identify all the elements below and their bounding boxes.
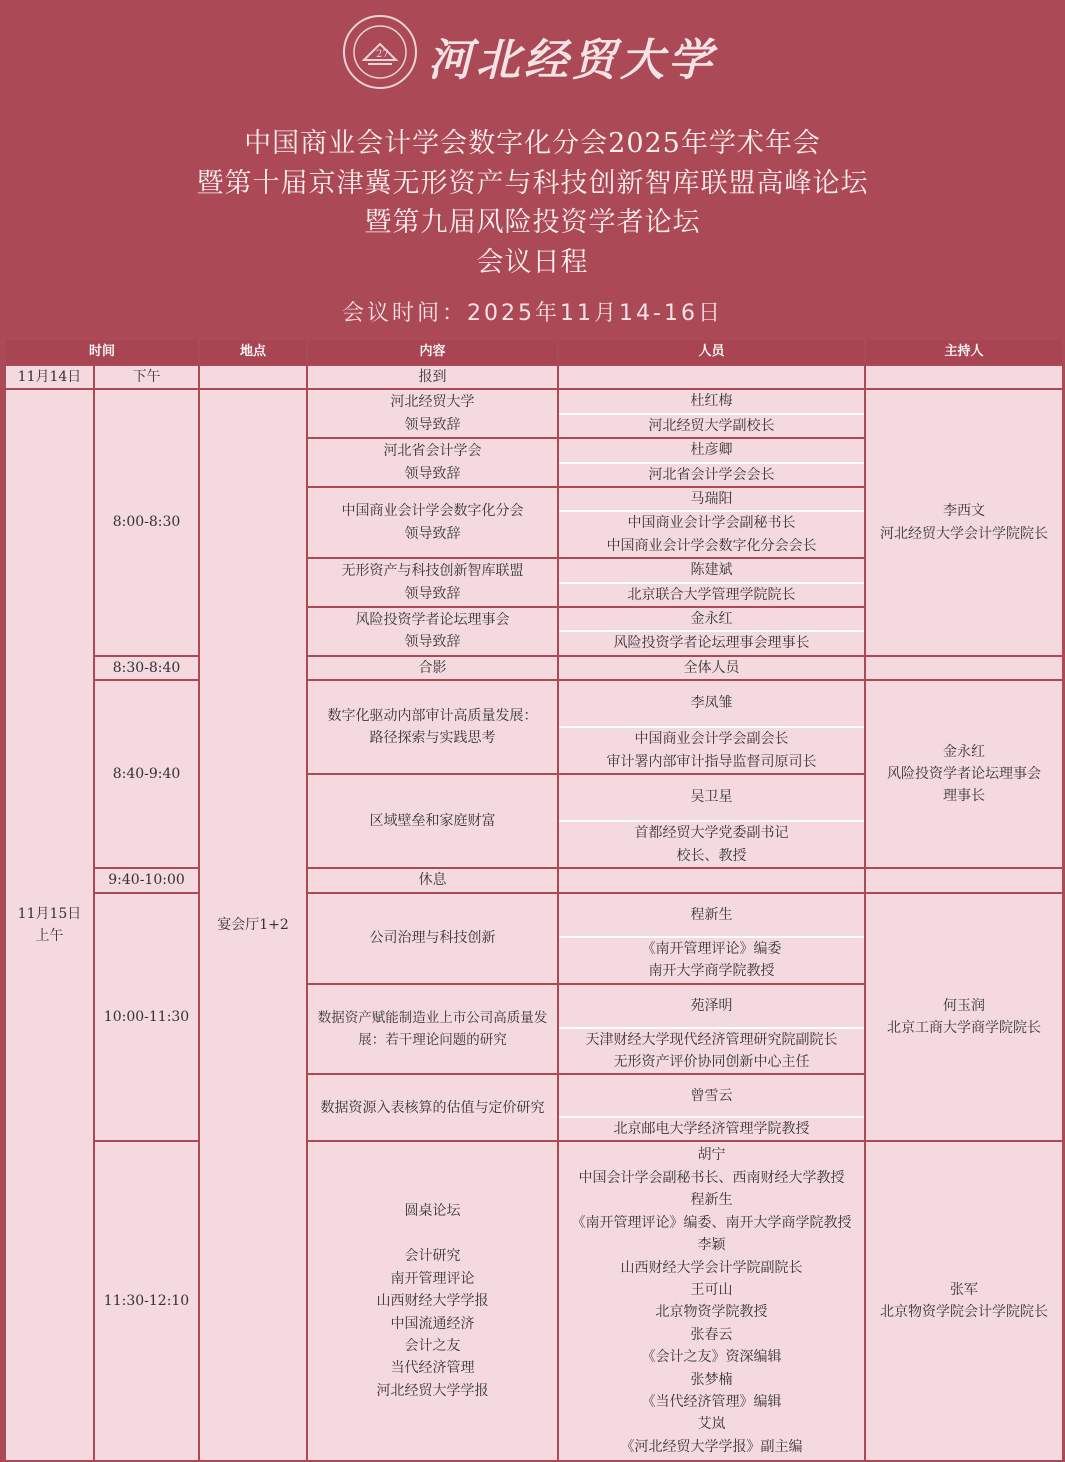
speaker-title: 北京联合大学管理学院院长: [559, 582, 864, 606]
host-cell: [865, 656, 1063, 680]
speaker-name: 苑泽明: [690, 997, 733, 1014]
table-header-row: [5, 339, 1063, 365]
title-line-1: 中国商业会计学会数字化分会2025年学术年会: [244, 128, 821, 159]
svg-text:27: 27: [376, 49, 389, 60]
speaker-name: 程新生: [690, 906, 733, 923]
date-cell: 11月15日 上午: [5, 389, 94, 1461]
content-cell: 数据资源入表核算的估值与定价研究: [307, 1074, 558, 1141]
content-cell: 公司治理与科技创新: [307, 893, 558, 984]
time-cell: 9:40-10:00: [94, 868, 199, 892]
venue-cell: [199, 365, 307, 389]
time-cell: 8:40-9:40: [94, 680, 199, 868]
people-cell: [558, 893, 865, 984]
header: [0, 0, 1065, 338]
content-cell: 报到: [307, 365, 558, 389]
host-cell: [865, 365, 1063, 389]
content-cell: 中国商业会计学会数字化分会 领导致辞: [307, 487, 558, 558]
title-line-2: 暨第十届京津冀无形资产与科技创新智库联盟高峰论坛: [196, 167, 869, 199]
speaker-title: 风险投资学者论坛理事会理事长: [559, 630, 864, 654]
speaker-name: 陈建斌: [690, 562, 733, 579]
table-row: [5, 680, 1063, 774]
speaker-title: 北京邮电大学经济管理学院教授: [559, 1116, 864, 1140]
time-cell: 8:30-8:40: [94, 656, 199, 680]
title-block: [0, 124, 1065, 282]
host-cell: 李西文 河北经贸大学会计学院院长: [865, 389, 1063, 655]
speaker-name: 杜彦卿: [690, 442, 733, 459]
title-line-3: 暨第九届风险投资学者论坛: [364, 207, 701, 238]
people-cell: [558, 438, 865, 487]
content-cell: 休息: [307, 868, 558, 892]
speaker-name: 金永红: [690, 611, 733, 628]
university-seal-icon: [338, 14, 422, 90]
table-row: [5, 365, 1063, 389]
content-cell: 数据资产赋能制造业上市公司高质量发 展：若干理论问题的研究: [307, 984, 558, 1075]
people-cell: [558, 558, 865, 607]
meeting-time: 会议时间：2025年11月14-16日: [342, 301, 723, 326]
period-cell: 下午: [94, 365, 199, 389]
speaker-title: 天津财经大学现代经济管理研究院副院长 无形资产评价协同创新中心主任: [559, 1027, 864, 1074]
content-cell: 数字化驱动内部审计高质量发展： 路径探索与实践思考: [307, 680, 558, 774]
people-cell: [558, 984, 865, 1075]
people-cell: [558, 487, 865, 558]
speaker-title: 河北经贸大学副校长: [559, 413, 864, 437]
content-cell: 圆桌论坛 会计研究 南开管理评论 山西财经大学学报 中国流通经济 会计之友 当代经济管理 河北经贸大学学报: [307, 1141, 558, 1461]
col-header-venue: 地点: [199, 339, 307, 365]
people-cell: [558, 607, 865, 656]
content-cell: 无形资产与科技创新智库联盟 领导致辞: [307, 558, 558, 607]
people-cell: [558, 1074, 865, 1141]
people-cell: [558, 680, 865, 774]
speaker-title: 河北省会计学会会长: [559, 462, 864, 486]
logo-text: 河北经贸大学: [428, 35, 716, 86]
content-cell: 合影: [307, 656, 558, 680]
people-cell: [558, 868, 865, 892]
time-cell: 11:30-12:10: [94, 1141, 199, 1461]
col-header-content: 内容: [307, 339, 558, 365]
date-cell: 11月14日: [5, 365, 94, 389]
col-header-people: 人员: [558, 339, 865, 365]
speaker-title: 首都经贸大学党委副书记 校长、教授: [559, 820, 864, 867]
people-cell: 胡宁 中国会计学会副秘书长、西南财经大学教授 程新生 《南开管理评论》编委、南开大学商学院教授 李颖 山西财经大学会计学院副院长 王可山 北京物资学院教授 张春云 《会计之友》资深编辑 张梦楠 《当代经济管理》编辑 艾岚 《河北经贸大学学报》副主编: [558, 1141, 865, 1461]
speaker-name: 杜红梅: [690, 393, 733, 410]
col-header-time: 时间: [5, 339, 199, 365]
host-cell: [865, 868, 1063, 892]
people-cell: 全体人员: [558, 656, 865, 680]
col-header-host: 主持人: [865, 339, 1063, 365]
content-cell: 风险投资学者论坛理事会 领导致辞: [307, 607, 558, 656]
title-line-4: 会议日程: [476, 246, 589, 278]
speaker-title: 《南开管理评论》编委 南开大学商学院教授: [559, 936, 864, 983]
speaker-name: 李凤雏: [690, 695, 733, 712]
venue-cell: 宴会厅1+2: [199, 389, 307, 1461]
table-row: [5, 389, 1063, 438]
people-cell: [558, 389, 865, 438]
speaker-name: 吴卫星: [690, 789, 733, 806]
table-row: [5, 893, 1063, 984]
time-cell: 8:00-8:30: [94, 389, 199, 655]
content-cell: 河北经贸大学 领导致辞: [307, 389, 558, 438]
schedule-table: [4, 338, 1064, 1462]
university-logo: [338, 14, 758, 92]
speaker-title: 中国商业会计学会副会长 审计署内部审计指导监督司原司长: [559, 726, 864, 773]
host-cell: 张军 北京物资学院会计学院院长: [865, 1141, 1063, 1461]
time-cell: 10:00-11:30: [94, 893, 199, 1142]
speaker-name: 马瑞阳: [690, 491, 733, 508]
speaker-name: 曾雪云: [690, 1087, 733, 1104]
table-row: [5, 1141, 1063, 1461]
host-cell: 金永红 风险投资学者论坛理事会 理事长: [865, 680, 1063, 868]
content-cell: 区域壁垒和家庭财富: [307, 774, 558, 868]
people-cell: [558, 774, 865, 868]
content-cell: 河北省会计学会 领导致辞: [307, 438, 558, 487]
table-row: [5, 868, 1063, 892]
table-row: [5, 656, 1063, 680]
speaker-title: 中国商业会计学会副秘书长 中国商业会计学会数字化分会会长: [559, 510, 864, 557]
host-cell: 何玉润 北京工商大学商学院院长: [865, 893, 1063, 1142]
people-cell: [558, 365, 865, 389]
